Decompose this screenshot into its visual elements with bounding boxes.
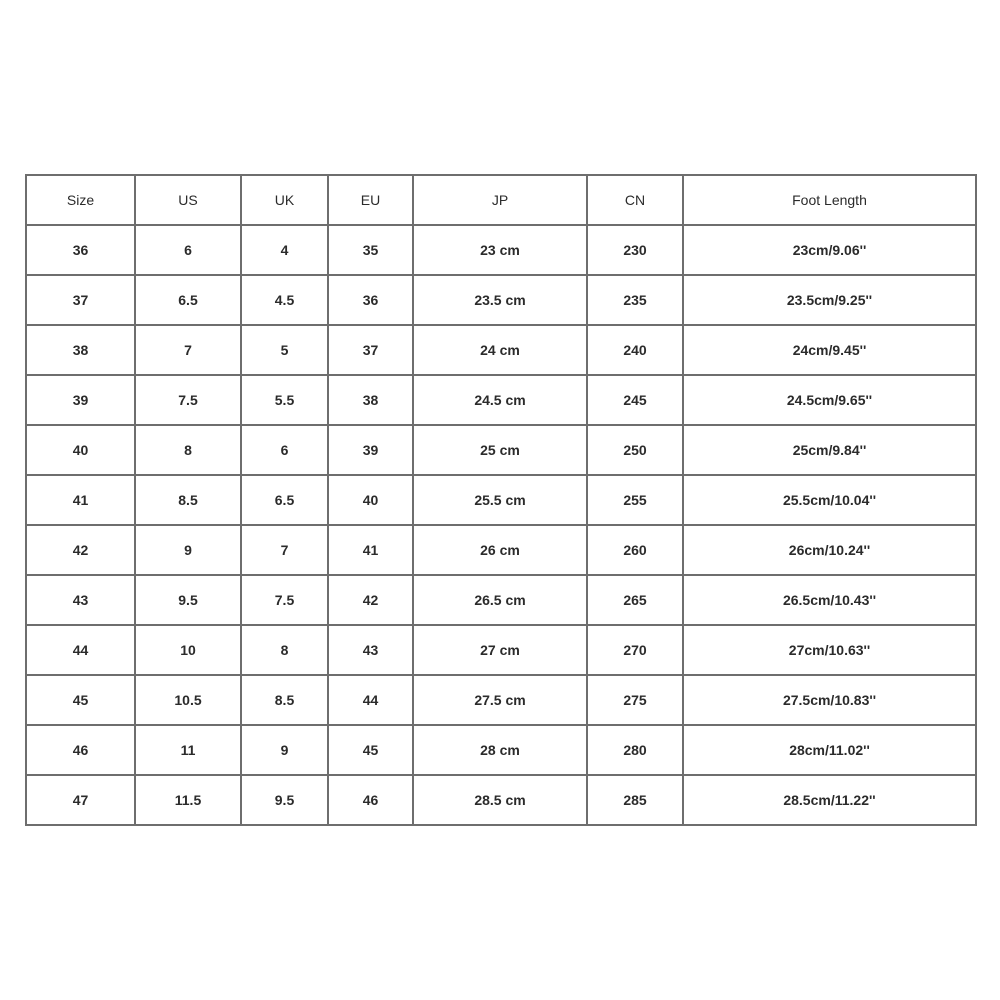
header-foot-length: Foot Length <box>683 175 976 225</box>
cell-jp: 28.5 cm <box>413 775 587 825</box>
cell-jp: 23.5 cm <box>413 275 587 325</box>
table-row <box>26 275 976 325</box>
cell-eu: 39 <box>328 425 413 475</box>
cell-foot-length: 27cm/10.63'' <box>683 625 976 675</box>
cell-eu: 43 <box>328 625 413 675</box>
cell-eu: 40 <box>328 475 413 525</box>
cell-foot-length: 23.5cm/9.25'' <box>683 275 976 325</box>
cell-cn: 265 <box>587 575 683 625</box>
cell-size: 47 <box>26 775 135 825</box>
cell-us: 7 <box>135 325 241 375</box>
cell-eu: 38 <box>328 375 413 425</box>
cell-us: 10 <box>135 625 241 675</box>
table-row <box>26 575 976 625</box>
cell-us: 9.5 <box>135 575 241 625</box>
cell-us: 11.5 <box>135 775 241 825</box>
table-row <box>26 775 976 825</box>
table-row <box>26 425 976 475</box>
cell-jp: 27 cm <box>413 625 587 675</box>
cell-jp: 24.5 cm <box>413 375 587 425</box>
cell-foot-length: 25.5cm/10.04'' <box>683 475 976 525</box>
cell-size: 45 <box>26 675 135 725</box>
cell-cn: 230 <box>587 225 683 275</box>
cell-foot-length: 23cm/9.06'' <box>683 225 976 275</box>
cell-size: 38 <box>26 325 135 375</box>
cell-uk: 9 <box>241 725 328 775</box>
table-row <box>26 675 976 725</box>
cell-cn: 280 <box>587 725 683 775</box>
cell-cn: 235 <box>587 275 683 325</box>
cell-jp: 26.5 cm <box>413 575 587 625</box>
cell-eu: 35 <box>328 225 413 275</box>
cell-cn: 260 <box>587 525 683 575</box>
table-row <box>26 225 976 275</box>
cell-size: 41 <box>26 475 135 525</box>
cell-us: 8 <box>135 425 241 475</box>
table-row <box>26 625 976 675</box>
size-chart <box>25 174 975 826</box>
cell-size: 46 <box>26 725 135 775</box>
cell-cn: 275 <box>587 675 683 725</box>
cell-foot-length: 24.5cm/9.65'' <box>683 375 976 425</box>
header-row <box>26 175 976 225</box>
cell-size: 40 <box>26 425 135 475</box>
table-body <box>26 225 976 825</box>
cell-uk: 7.5 <box>241 575 328 625</box>
cell-jp: 26 cm <box>413 525 587 575</box>
table-row <box>26 525 976 575</box>
cell-foot-length: 26cm/10.24'' <box>683 525 976 575</box>
cell-jp: 23 cm <box>413 225 587 275</box>
cell-eu: 37 <box>328 325 413 375</box>
cell-size: 44 <box>26 625 135 675</box>
cell-uk: 6.5 <box>241 475 328 525</box>
cell-size: 43 <box>26 575 135 625</box>
cell-jp: 28 cm <box>413 725 587 775</box>
cell-uk: 7 <box>241 525 328 575</box>
cell-foot-length: 28.5cm/11.22'' <box>683 775 976 825</box>
cell-us: 9 <box>135 525 241 575</box>
cell-cn: 245 <box>587 375 683 425</box>
cell-us: 7.5 <box>135 375 241 425</box>
cell-foot-length: 27.5cm/10.83'' <box>683 675 976 725</box>
cell-foot-length: 26.5cm/10.43'' <box>683 575 976 625</box>
cell-size: 36 <box>26 225 135 275</box>
table-row <box>26 475 976 525</box>
cell-uk: 4.5 <box>241 275 328 325</box>
cell-uk: 9.5 <box>241 775 328 825</box>
table-row <box>26 375 976 425</box>
header-cn: CN <box>587 175 683 225</box>
cell-us: 6 <box>135 225 241 275</box>
cell-cn: 240 <box>587 325 683 375</box>
cell-eu: 44 <box>328 675 413 725</box>
header-us: US <box>135 175 241 225</box>
cell-uk: 5.5 <box>241 375 328 425</box>
cell-size: 39 <box>26 375 135 425</box>
cell-uk: 4 <box>241 225 328 275</box>
header-jp: JP <box>413 175 587 225</box>
cell-uk: 8 <box>241 625 328 675</box>
cell-jp: 25.5 cm <box>413 475 587 525</box>
cell-cn: 285 <box>587 775 683 825</box>
cell-jp: 24 cm <box>413 325 587 375</box>
cell-us: 6.5 <box>135 275 241 325</box>
cell-eu: 42 <box>328 575 413 625</box>
cell-eu: 41 <box>328 525 413 575</box>
size-table <box>25 174 977 826</box>
cell-foot-length: 28cm/11.02'' <box>683 725 976 775</box>
cell-size: 42 <box>26 525 135 575</box>
cell-eu: 46 <box>328 775 413 825</box>
table-row <box>26 725 976 775</box>
cell-eu: 36 <box>328 275 413 325</box>
cell-jp: 27.5 cm <box>413 675 587 725</box>
header-uk: UK <box>241 175 328 225</box>
cell-jp: 25 cm <box>413 425 587 475</box>
cell-us: 11 <box>135 725 241 775</box>
cell-cn: 255 <box>587 475 683 525</box>
cell-uk: 5 <box>241 325 328 375</box>
header-eu: EU <box>328 175 413 225</box>
header-size: Size <box>26 175 135 225</box>
table-header <box>26 175 976 225</box>
cell-uk: 8.5 <box>241 675 328 725</box>
cell-foot-length: 24cm/9.45'' <box>683 325 976 375</box>
cell-cn: 250 <box>587 425 683 475</box>
cell-eu: 45 <box>328 725 413 775</box>
cell-foot-length: 25cm/9.84'' <box>683 425 976 475</box>
table-row <box>26 325 976 375</box>
cell-us: 8.5 <box>135 475 241 525</box>
cell-cn: 270 <box>587 625 683 675</box>
cell-us: 10.5 <box>135 675 241 725</box>
cell-size: 37 <box>26 275 135 325</box>
cell-uk: 6 <box>241 425 328 475</box>
